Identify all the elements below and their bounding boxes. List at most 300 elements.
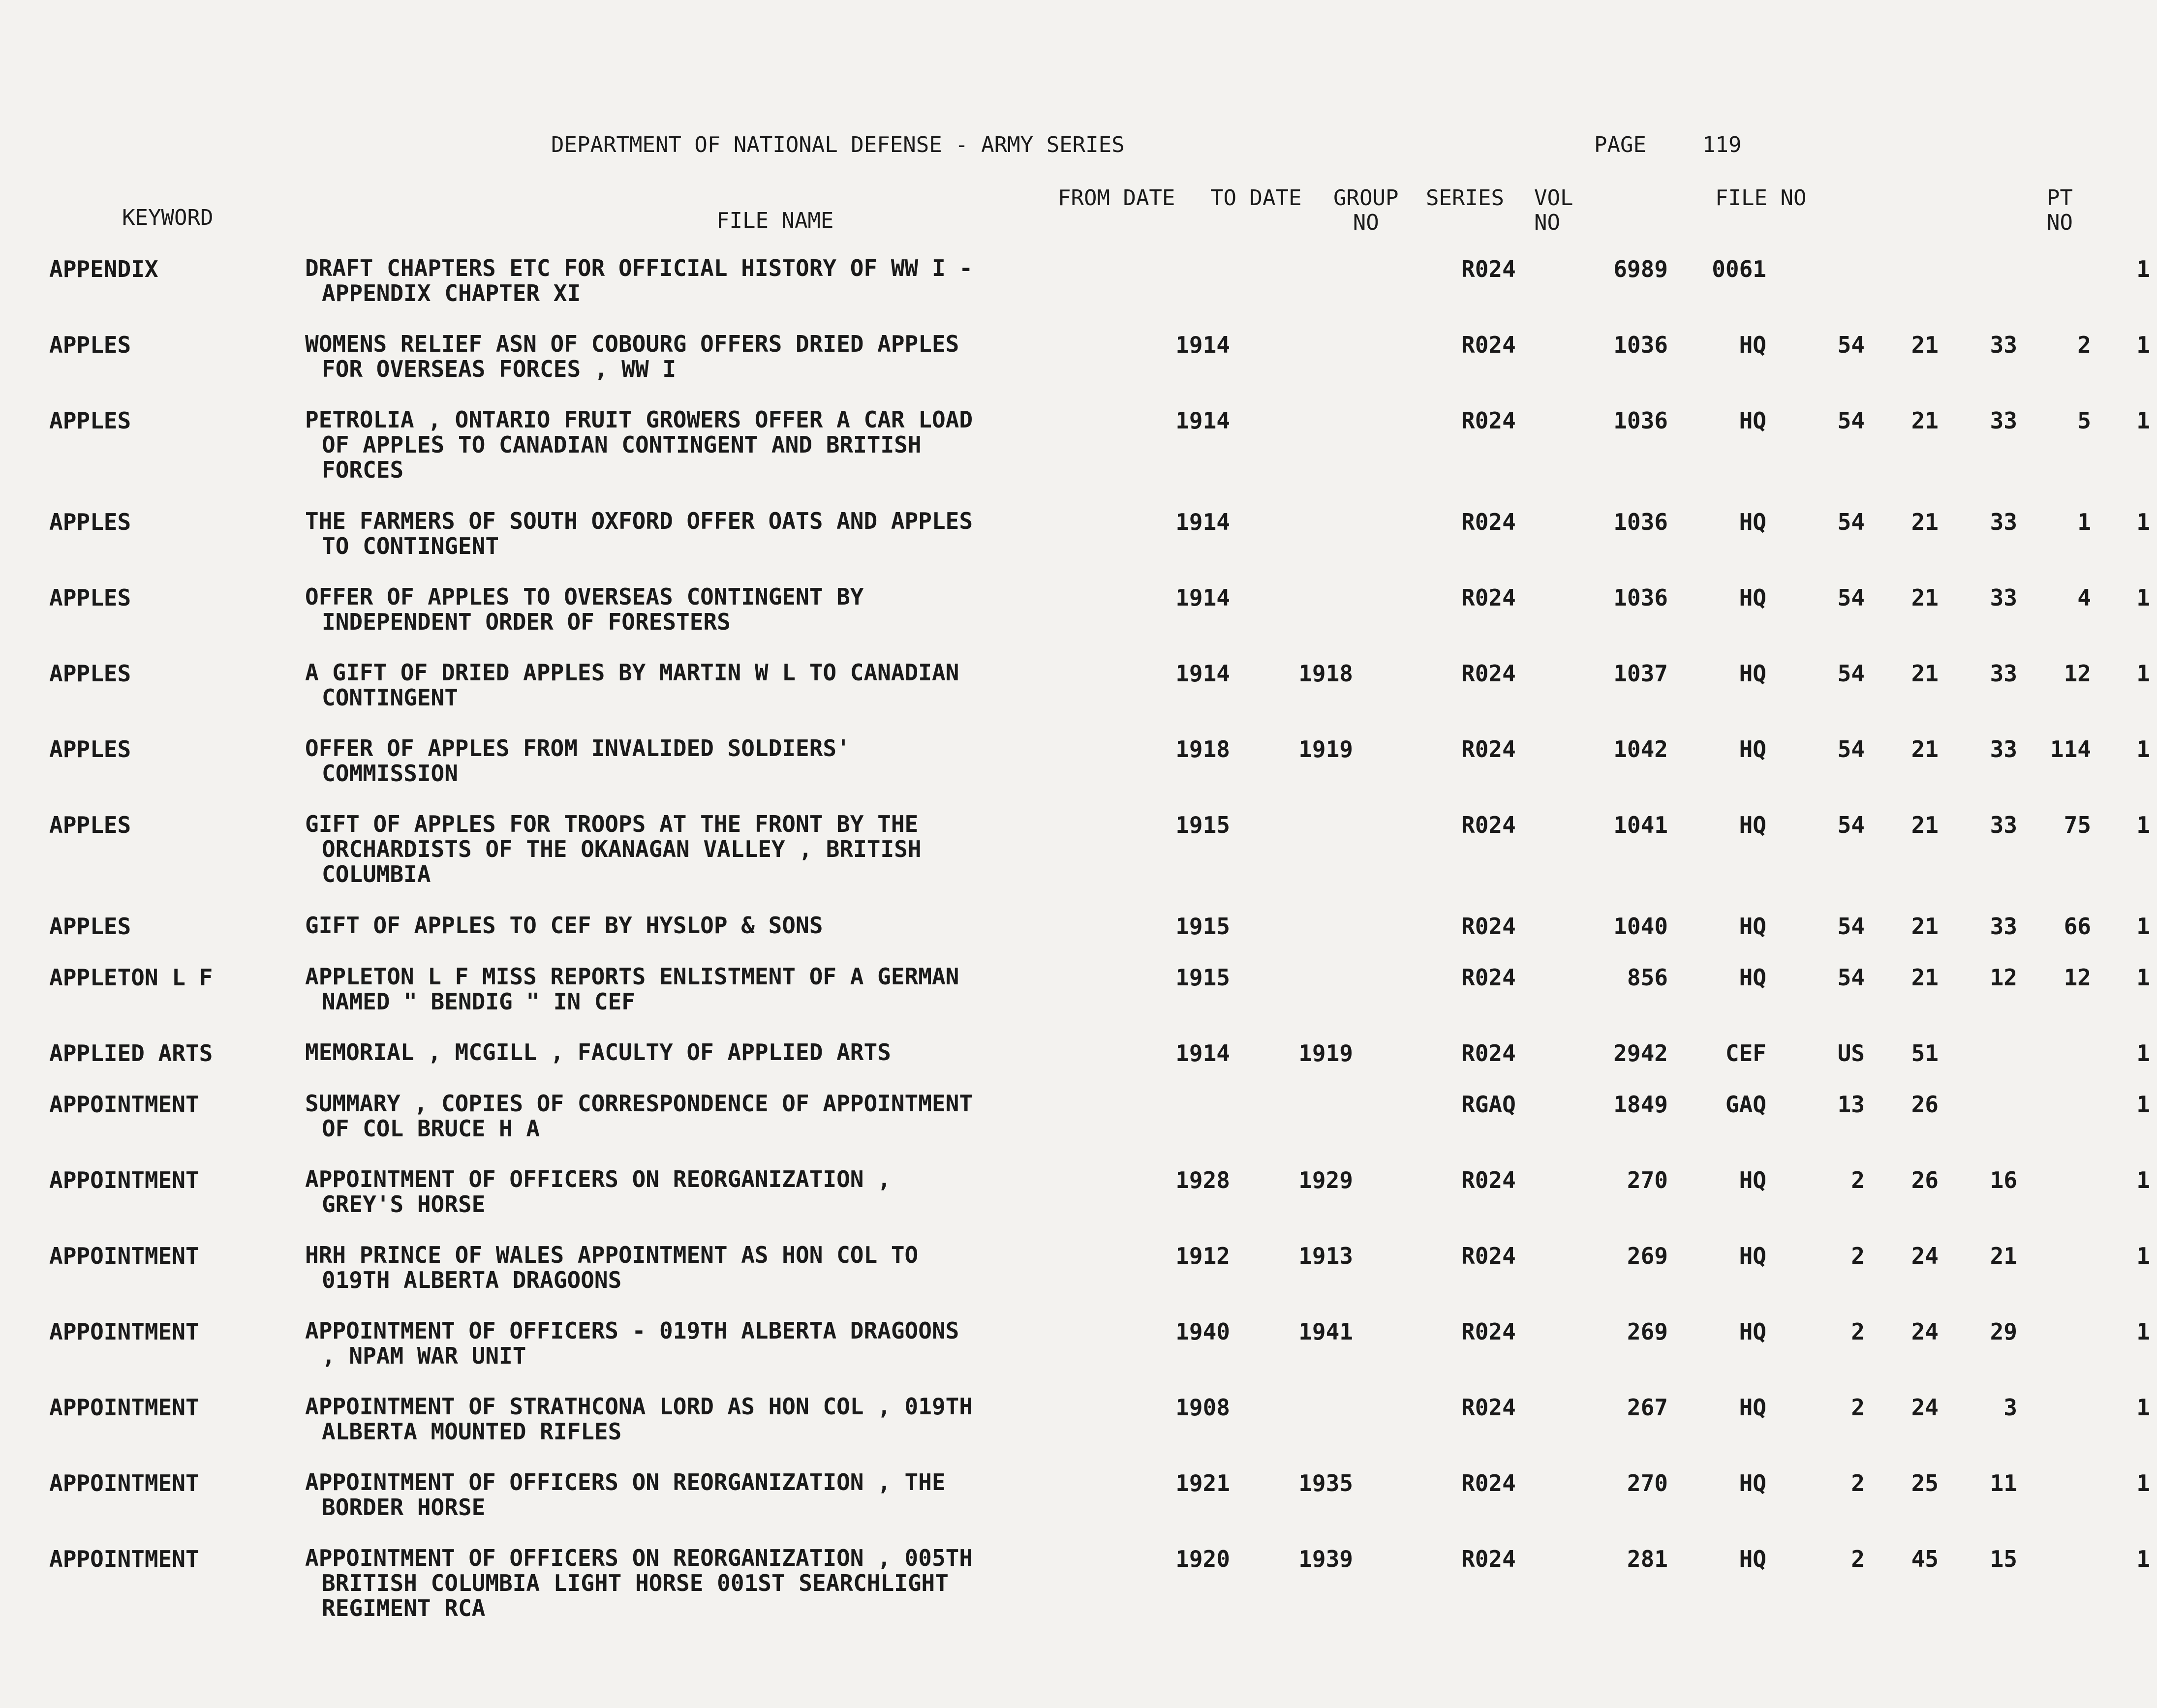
to-date-cell xyxy=(1230,964,1353,1040)
to-date-cell xyxy=(1230,407,1353,509)
vol-no-cell: 270 xyxy=(1627,1470,1668,1496)
group-no-cell xyxy=(1353,1243,1461,1318)
group-no-cell xyxy=(1353,1470,1461,1546)
table-row xyxy=(49,1167,2150,1243)
group-no-cell xyxy=(1353,913,1461,964)
file-no-3-cell: 21 xyxy=(1911,964,1939,991)
group-no-cell xyxy=(1353,1091,1461,1167)
file-name-line: INDEPENDENT ORDER OF FORESTERS xyxy=(322,609,731,635)
pt-no-cell: 1 xyxy=(2136,407,2150,434)
col-header-pt-no: PT NO xyxy=(2047,185,2073,235)
file-no-4-cell: 3 xyxy=(2003,1394,2017,1421)
from-date-cell: 1914 xyxy=(1175,1040,1230,1067)
file-no-4-cell xyxy=(1939,1091,2017,1167)
file-no-5-cell: 4 xyxy=(2077,584,2091,611)
keyword-cell: APPOINTMENT xyxy=(49,1243,199,1269)
file-no-2-cell: 2 xyxy=(1851,1167,1865,1193)
from-date-cell: 1915 xyxy=(1175,964,1230,991)
group-no-cell xyxy=(1353,736,1461,812)
vol-no-cell: 1041 xyxy=(1613,812,1668,838)
file-no-3-cell: 25 xyxy=(1911,1470,1939,1496)
file-no-2-cell: 54 xyxy=(1837,964,1865,991)
pt-no-cell: 1 xyxy=(2136,736,2150,762)
file-no-4-cell: 33 xyxy=(1990,812,2017,838)
file-no-2-cell: 2 xyxy=(1851,1243,1865,1269)
file-no-3-cell: 21 xyxy=(1911,332,1939,358)
file-name-cell xyxy=(305,1546,1122,1647)
file-no-3-cell: 21 xyxy=(1911,509,1939,535)
file-no-3-cell: 26 xyxy=(1911,1091,1939,1118)
pt-no-cell: 1 xyxy=(2136,256,2150,282)
file-name-cell xyxy=(305,256,1122,332)
table-row xyxy=(49,736,2150,812)
file-name-line: CONTINGENT xyxy=(322,684,458,711)
file-no-2-cell: 2 xyxy=(1851,1318,1865,1345)
file-no-4-cell: 21 xyxy=(1990,1243,2017,1269)
file-name-line: HRH PRINCE OF WALES APPOINTMENT AS HON COL TO xyxy=(305,1242,919,1268)
table-row xyxy=(49,660,2150,736)
to-date-cell: 1919 xyxy=(1298,736,1353,762)
file-name-cell xyxy=(305,913,1122,964)
vol-no-cell: 1037 xyxy=(1613,660,1668,687)
col-header-vol-no: VOL NO xyxy=(1534,185,1573,235)
pt-no-cell: 1 xyxy=(2136,913,2150,940)
file-no-3-cell: 24 xyxy=(1911,1243,1939,1269)
table-row xyxy=(49,1546,2150,1647)
keyword-cell: APPOINTMENT xyxy=(49,1470,199,1496)
file-no-5-cell xyxy=(2017,1167,2091,1243)
index-table xyxy=(49,256,2150,1647)
series-cell: R024 xyxy=(1461,509,1516,535)
file-no-2-cell: 54 xyxy=(1837,660,1865,687)
file-no-5-cell xyxy=(2017,1546,2091,1647)
file-no-2-cell: 2 xyxy=(1851,1546,1865,1572)
table-row xyxy=(49,509,2150,584)
file-no-1-cell: HQ xyxy=(1739,332,1766,358)
group-no-cell xyxy=(1353,1318,1461,1394)
file-name-line: APPOINTMENT OF OFFICERS ON REORGANIZATION , 005TH xyxy=(305,1545,973,1571)
vol-no-cell: 1036 xyxy=(1613,407,1668,434)
vol-no-cell: 1040 xyxy=(1613,913,1668,940)
group-no-cell xyxy=(1353,1394,1461,1470)
file-name-cell xyxy=(305,964,1122,1040)
file-no-3-cell: 21 xyxy=(1911,913,1939,940)
file-no-3-cell: 21 xyxy=(1911,407,1939,434)
pt-no-cell: 1 xyxy=(2136,1167,2150,1193)
col-header-group-no: GROUP NO xyxy=(1333,185,1399,235)
keyword-cell: APPOINTMENT xyxy=(49,1318,199,1345)
file-no-4-cell: 33 xyxy=(1990,660,2017,687)
file-no-4-cell: 11 xyxy=(1990,1470,2017,1496)
table-row xyxy=(49,1040,2150,1091)
file-no-5-cell: 12 xyxy=(2064,964,2091,991)
file-name-cell xyxy=(305,509,1122,584)
group-no-cell xyxy=(1353,584,1461,660)
file-no-5-cell xyxy=(2017,1318,2091,1394)
file-name-line: OFFER OF APPLES TO OVERSEAS CONTINGENT BY xyxy=(305,583,864,610)
col-header-series: SERIES xyxy=(1426,185,1504,211)
file-no-1-cell: HQ xyxy=(1739,1470,1766,1496)
file-no-3-cell: 21 xyxy=(1911,812,1939,838)
file-no-4-cell: 33 xyxy=(1990,509,2017,535)
file-no-2-cell: 54 xyxy=(1837,812,1865,838)
file-no-1-cell: HQ xyxy=(1739,660,1766,687)
file-no-4-cell: 33 xyxy=(1990,584,2017,611)
file-no-2-cell xyxy=(1766,256,1865,332)
table-row xyxy=(49,964,2150,1040)
file-name-line: , NPAM WAR UNIT xyxy=(322,1342,526,1369)
from-date-cell: 1928 xyxy=(1175,1167,1230,1193)
from-date-cell xyxy=(1122,1091,1230,1167)
file-name-line: 019TH ALBERTA DRAGOONS xyxy=(322,1267,622,1293)
file-name-line: OF APPLES TO CANADIAN CONTINGENT AND BRITISH xyxy=(322,431,922,458)
vol-no-cell: 2942 xyxy=(1613,1040,1668,1067)
keyword-cell: APPLES xyxy=(49,660,131,687)
col-header-file-name: FILE NAME xyxy=(716,208,834,233)
file-name-cell xyxy=(305,660,1122,736)
pt-no-cell: 1 xyxy=(2136,660,2150,687)
pt-no-cell: 1 xyxy=(2136,1040,2150,1067)
file-no-1-cell: HQ xyxy=(1739,964,1766,991)
file-name-line: TO CONTINGENT xyxy=(322,533,499,559)
to-date-cell xyxy=(1230,1091,1353,1167)
series-cell: R024 xyxy=(1461,1394,1516,1421)
file-name-line: DRAFT CHAPTERS ETC FOR OFFICIAL HISTORY OF WW I - xyxy=(305,255,973,281)
file-no-2-cell: 54 xyxy=(1837,407,1865,434)
from-date-cell: 1914 xyxy=(1175,407,1230,434)
file-no-1-cell: HQ xyxy=(1739,913,1766,940)
file-no-2-cell: 54 xyxy=(1837,584,1865,611)
table-row xyxy=(49,1470,2150,1546)
file-name-line: GIFT OF APPLES FOR TROOPS AT THE FRONT BY THE xyxy=(305,811,919,837)
from-date-cell: 1918 xyxy=(1175,736,1230,762)
file-no-1-cell: HQ xyxy=(1739,812,1766,838)
file-name-line: APPLETON L F MISS REPORTS ENLISTMENT OF A GERMAN xyxy=(305,963,959,990)
file-no-1-cell: HQ xyxy=(1739,584,1766,611)
vol-no-cell: 269 xyxy=(1627,1318,1668,1345)
file-no-1-cell: HQ xyxy=(1739,1167,1766,1193)
series-cell: R024 xyxy=(1461,964,1516,991)
keyword-cell: APPLETON L F xyxy=(49,964,213,991)
vol-no-cell: 1036 xyxy=(1613,332,1668,358)
keyword-cell: APPOINTMENT xyxy=(49,1167,199,1193)
series-cell: R024 xyxy=(1461,1318,1516,1345)
file-name-line: APPOINTMENT OF OFFICERS ON REORGANIZATION , THE xyxy=(305,1469,946,1495)
vol-no-cell: 6989 xyxy=(1613,256,1668,282)
file-no-4-cell: 33 xyxy=(1990,332,2017,358)
keyword-cell: APPLES xyxy=(49,332,131,358)
file-no-1-cell: HQ xyxy=(1739,1318,1766,1345)
file-no-2-cell: 2 xyxy=(1851,1394,1865,1421)
to-date-cell: 1918 xyxy=(1298,660,1353,687)
file-name-cell xyxy=(305,407,1122,509)
file-name-line: SUMMARY , COPIES OF CORRESPONDENCE OF APPOINTMENT xyxy=(305,1090,973,1117)
file-name-cell xyxy=(305,1040,1122,1091)
pt-no-cell: 1 xyxy=(2136,1091,2150,1118)
to-date-cell: 1939 xyxy=(1298,1546,1353,1572)
file-name-cell xyxy=(305,812,1122,913)
from-date-cell: 1914 xyxy=(1175,509,1230,535)
file-name-line: THE FARMERS OF SOUTH OXFORD OFFER OATS AND APPLES xyxy=(305,508,973,534)
pt-no-cell: 1 xyxy=(2136,584,2150,611)
file-no-1-cell: HQ xyxy=(1739,1546,1766,1572)
series-cell: R024 xyxy=(1461,1167,1516,1193)
file-no-4-cell: 29 xyxy=(1990,1318,2017,1345)
to-date-cell xyxy=(1230,332,1353,407)
file-no-3-cell: 21 xyxy=(1911,660,1939,687)
file-name-cell xyxy=(305,1091,1122,1167)
file-no-5-cell: 12 xyxy=(2064,660,2091,687)
file-no-3-cell: 24 xyxy=(1911,1394,1939,1421)
vol-no-cell: 267 xyxy=(1627,1394,1668,1421)
file-name-line: COLUMBIA xyxy=(322,861,431,887)
series-cell: R024 xyxy=(1461,407,1516,434)
file-no-4-cell xyxy=(1939,256,2017,332)
from-date-cell xyxy=(1122,256,1230,332)
pt-no-cell: 1 xyxy=(2136,1546,2150,1572)
file-name-line: FOR OVERSEAS FORCES , WW I xyxy=(322,356,677,382)
file-name-line: BRITISH COLUMBIA LIGHT HORSE 001ST SEARCHLIGHT xyxy=(322,1570,949,1596)
group-no-cell xyxy=(1353,509,1461,584)
file-no-3-cell: 24 xyxy=(1911,1318,1939,1345)
file-no-5-cell: 66 xyxy=(2064,913,2091,940)
keyword-cell: APPLES xyxy=(49,407,131,434)
to-date-cell xyxy=(1230,509,1353,584)
col-header-file-no: FILE NO xyxy=(1715,185,1807,211)
vol-no-cell: 270 xyxy=(1627,1167,1668,1193)
file-name-line: GIFT OF APPLES TO CEF BY HYSLOP & SONS xyxy=(305,912,823,939)
table-row xyxy=(49,913,2150,964)
group-no-cell xyxy=(1353,1167,1461,1243)
file-name-line: OFFER OF APPLES FROM INVALIDED SOLDIERS' xyxy=(305,735,850,762)
vol-no-cell: 1036 xyxy=(1613,509,1668,535)
file-no-1-cell: HQ xyxy=(1739,407,1766,434)
table-row xyxy=(49,256,2150,332)
to-date-cell: 1919 xyxy=(1298,1040,1353,1067)
to-date-cell xyxy=(1230,913,1353,964)
series-cell: R024 xyxy=(1461,1546,1516,1572)
vol-no-cell: 269 xyxy=(1627,1243,1668,1269)
file-no-3-cell: 26 xyxy=(1911,1167,1939,1193)
to-date-cell xyxy=(1230,812,1353,913)
file-no-5-cell: 5 xyxy=(2077,407,2091,434)
from-date-cell: 1914 xyxy=(1175,584,1230,611)
from-date-cell: 1914 xyxy=(1175,660,1230,687)
file-no-2-cell: 2 xyxy=(1851,1470,1865,1496)
file-no-1-cell: HQ xyxy=(1739,509,1766,535)
file-name-line: PETROLIA , ONTARIO FRUIT GROWERS OFFER A CAR LOAD xyxy=(305,406,973,433)
file-no-5-cell: 1 xyxy=(2077,509,2091,535)
group-no-cell xyxy=(1353,332,1461,407)
table-row xyxy=(49,812,2150,913)
to-date-cell: 1935 xyxy=(1298,1470,1353,1496)
file-name-line: COMMISSION xyxy=(322,760,458,787)
file-name-line: APPOINTMENT OF OFFICERS - 019TH ALBERTA DRAGOONS xyxy=(305,1317,959,1344)
file-name-cell xyxy=(305,1318,1122,1394)
from-date-cell: 1921 xyxy=(1175,1470,1230,1496)
file-no-5-cell xyxy=(2017,1040,2091,1091)
keyword-cell: APPLIED ARTS xyxy=(49,1040,213,1067)
pt-no-cell: 1 xyxy=(2136,332,2150,358)
from-date-cell: 1920 xyxy=(1175,1546,1230,1572)
pt-no-cell: 1 xyxy=(2136,1394,2150,1421)
file-no-2-cell: 54 xyxy=(1837,509,1865,535)
series-cell: R024 xyxy=(1461,1470,1516,1496)
keyword-cell: APPLES xyxy=(49,913,131,940)
keyword-cell: APPLES xyxy=(49,584,131,611)
vol-no-cell: 856 xyxy=(1627,964,1668,991)
file-no-1-cell: CEF xyxy=(1725,1040,1766,1067)
file-no-4-cell: 33 xyxy=(1990,736,2017,762)
table-row xyxy=(49,332,2150,407)
file-name-cell xyxy=(305,1394,1122,1470)
file-no-5-cell xyxy=(2017,1470,2091,1546)
file-no-1-cell: GAQ xyxy=(1725,1091,1766,1118)
file-no-5-cell: 75 xyxy=(2064,812,2091,838)
file-no-4-cell: 12 xyxy=(1990,964,2017,991)
pt-no-cell: 1 xyxy=(2136,964,2150,991)
to-date-cell xyxy=(1230,1394,1353,1470)
pt-no-cell: 1 xyxy=(2136,509,2150,535)
to-date-cell xyxy=(1230,256,1353,332)
file-name-line: ALBERTA MOUNTED RIFLES xyxy=(322,1418,622,1445)
file-name-line: BORDER HORSE xyxy=(322,1494,486,1521)
file-no-1-cell: HQ xyxy=(1739,1394,1766,1421)
vol-no-cell: 1042 xyxy=(1613,736,1668,762)
file-no-1-cell: 0061 xyxy=(1712,256,1766,282)
keyword-cell: APPOINTMENT xyxy=(49,1091,199,1118)
to-date-cell: 1929 xyxy=(1298,1167,1353,1193)
file-no-3-cell: 51 xyxy=(1911,1040,1939,1067)
series-cell: R024 xyxy=(1461,736,1516,762)
col-header-from-date: FROM DATE xyxy=(1058,185,1175,211)
file-name-line: ORCHARDISTS OF THE OKANAGAN VALLEY , BRITISH xyxy=(322,836,922,862)
document-title: DEPARTMENT OF NATIONAL DEFENSE - ARMY SERIES xyxy=(551,132,1125,157)
table-body xyxy=(49,256,2150,1647)
series-cell: R024 xyxy=(1461,1040,1516,1067)
file-no-2-cell: 54 xyxy=(1837,913,1865,940)
table-row xyxy=(49,1318,2150,1394)
keyword-cell: APPOINTMENT xyxy=(49,1394,199,1421)
file-name-line: APPOINTMENT OF STRATHCONA LORD AS HON COL , 019TH xyxy=(305,1393,973,1420)
file-no-2-cell: 54 xyxy=(1837,332,1865,358)
series-cell: RGAQ xyxy=(1461,1091,1516,1118)
from-date-cell: 1914 xyxy=(1175,332,1230,358)
group-no-cell xyxy=(1353,812,1461,913)
file-no-4-cell: 16 xyxy=(1990,1167,2017,1193)
group-no-cell xyxy=(1353,407,1461,509)
from-date-cell: 1912 xyxy=(1175,1243,1230,1269)
keyword-cell: APPLES xyxy=(49,736,131,762)
page-number: 119 xyxy=(1702,132,1742,157)
file-no-4-cell: 33 xyxy=(1990,407,2017,434)
series-cell: R024 xyxy=(1461,1243,1516,1269)
to-date-cell: 1941 xyxy=(1298,1318,1353,1345)
file-name-line: REGIMENT RCA xyxy=(322,1595,486,1621)
file-name-line: A GIFT OF DRIED APPLES BY MARTIN W L TO CANADIAN xyxy=(305,659,959,686)
file-name-line: MEMORIAL , MCGILL , FACULTY OF APPLIED ARTS xyxy=(305,1039,891,1066)
group-no-cell xyxy=(1353,1040,1461,1091)
file-name-cell xyxy=(305,736,1122,812)
file-no-4-cell: 15 xyxy=(1990,1546,2017,1572)
file-name-line: WOMENS RELIEF ASN OF COBOURG OFFERS DRIED APPLES xyxy=(305,331,959,357)
file-name-line: APPOINTMENT OF OFFICERS ON REORGANIZATION , xyxy=(305,1166,891,1192)
file-no-5-cell xyxy=(2017,1243,2091,1318)
series-cell: R024 xyxy=(1461,256,1516,282)
file-no-2-cell: 54 xyxy=(1837,736,1865,762)
file-no-5-cell xyxy=(2017,256,2091,332)
group-no-cell xyxy=(1353,256,1461,332)
file-name-line: OF COL BRUCE H A xyxy=(322,1115,540,1142)
file-no-5-cell: 2 xyxy=(2077,332,2091,358)
series-cell: R024 xyxy=(1461,660,1516,687)
file-name-line: NAMED " BENDIG " IN CEF xyxy=(322,988,635,1015)
keyword-cell: APPENDIX xyxy=(49,256,158,282)
series-cell: R024 xyxy=(1461,812,1516,838)
file-no-1-cell: HQ xyxy=(1739,736,1766,762)
table-row xyxy=(49,584,2150,660)
series-cell: R024 xyxy=(1461,584,1516,611)
file-name-line: APPENDIX CHAPTER XI xyxy=(322,280,581,306)
file-no-4-cell xyxy=(1939,1040,2017,1091)
file-no-3-cell: 45 xyxy=(1911,1546,1939,1572)
file-no-5-cell xyxy=(2017,1091,2091,1167)
series-cell: R024 xyxy=(1461,913,1516,940)
vol-no-cell: 1036 xyxy=(1613,584,1668,611)
file-no-2-cell: 13 xyxy=(1837,1091,1865,1118)
file-name-cell xyxy=(305,332,1122,407)
from-date-cell: 1940 xyxy=(1175,1318,1230,1345)
file-no-5-cell xyxy=(2017,1394,2091,1470)
group-no-cell xyxy=(1353,660,1461,736)
file-name-cell xyxy=(305,1243,1122,1318)
to-date-cell: 1913 xyxy=(1298,1243,1353,1269)
file-name-cell xyxy=(305,1470,1122,1546)
to-date-cell xyxy=(1230,584,1353,660)
file-name-line: FORCES xyxy=(322,457,404,483)
file-name-line: GREY'S HORSE xyxy=(322,1191,486,1218)
vol-no-cell: 281 xyxy=(1627,1546,1668,1572)
file-no-1-cell: HQ xyxy=(1739,1243,1766,1269)
keyword-cell: APPLES xyxy=(49,509,131,535)
keyword-cell: APPOINTMENT xyxy=(49,1546,199,1572)
file-no-3-cell xyxy=(1865,256,1939,332)
col-header-keyword: KEYWORD xyxy=(122,205,214,230)
from-date-cell: 1915 xyxy=(1175,913,1230,940)
file-name-cell xyxy=(305,584,1122,660)
table-row xyxy=(49,1091,2150,1167)
pt-no-cell: 1 xyxy=(2136,1470,2150,1496)
vol-no-cell: 1849 xyxy=(1613,1091,1668,1118)
series-cell: R024 xyxy=(1461,332,1516,358)
col-header-to-date: TO DATE xyxy=(1210,185,1302,211)
file-name-cell xyxy=(305,1167,1122,1243)
file-no-3-cell: 21 xyxy=(1911,736,1939,762)
pt-no-cell: 1 xyxy=(2136,1243,2150,1269)
group-no-cell xyxy=(1353,964,1461,1040)
file-no-4-cell: 33 xyxy=(1990,913,2017,940)
page-label: PAGE xyxy=(1594,132,1646,157)
from-date-cell: 1908 xyxy=(1175,1394,1230,1421)
group-no-cell xyxy=(1353,1546,1461,1647)
pt-no-cell: 1 xyxy=(2136,812,2150,838)
file-no-2-cell: US xyxy=(1837,1040,1865,1067)
from-date-cell: 1915 xyxy=(1175,812,1230,838)
table-row xyxy=(49,407,2150,509)
pt-no-cell: 1 xyxy=(2136,1318,2150,1345)
table-row xyxy=(49,1243,2150,1318)
file-no-3-cell: 21 xyxy=(1911,584,1939,611)
